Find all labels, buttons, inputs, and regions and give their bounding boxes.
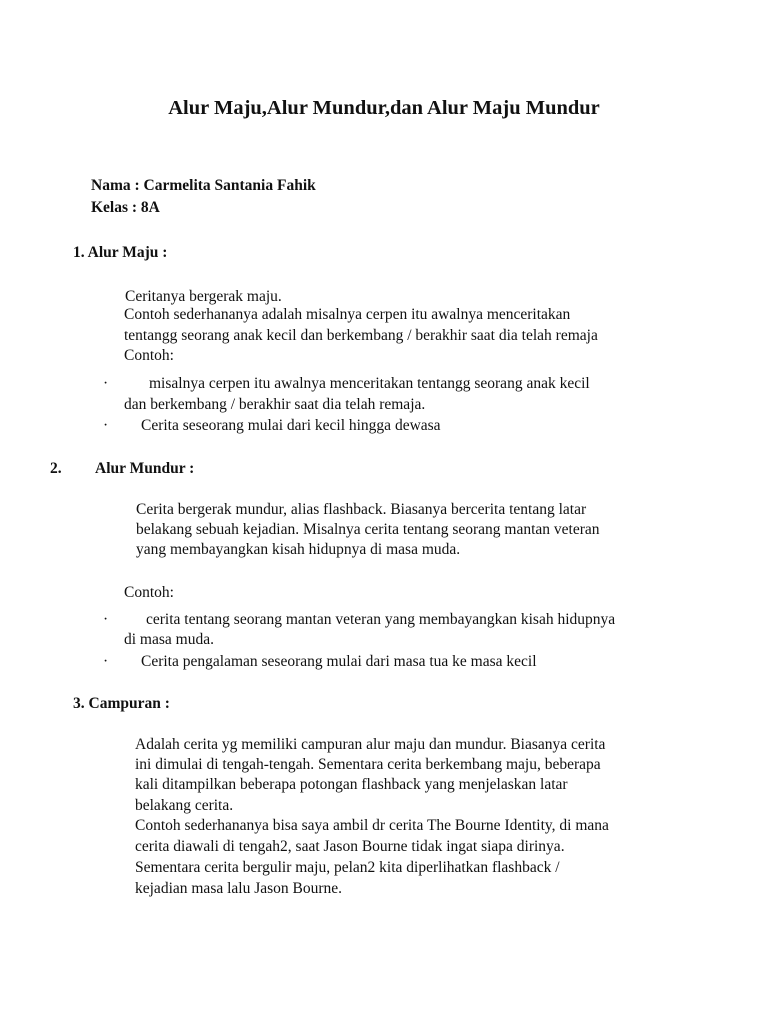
paragraph-line: yang membayangkan kisah hidupnya di masa muda. bbox=[136, 541, 461, 558]
paragraph-line: kali ditampilkan beberapa potongan flashback yang menjelaskan latar bbox=[135, 776, 568, 793]
paragraph-line: ini dimulai di tengah-tengah. Sementara cerita berkembang maju, beberapa bbox=[135, 756, 601, 773]
paragraph-line: Contoh: bbox=[124, 347, 174, 364]
bullet-text: Cerita pengalaman seseorang mulai dari masa tua ke masa kecil bbox=[141, 653, 537, 670]
paragraph-line: belakang cerita. bbox=[135, 797, 234, 814]
paragraph-line: Sementara cerita bergulir maju, pelan2 kita diperlihatkan flashback / bbox=[135, 859, 560, 876]
section-1-heading bbox=[73, 243, 167, 263]
section-3-heading bbox=[73, 694, 170, 714]
paragraph-line: Contoh sederhananya adalah misalnya cerpen itu awalnya menceritakan bbox=[124, 306, 571, 323]
paragraph-line: cerita diawali di tengah2, saat Jason Bourne tidak ingat siapa dirinya. bbox=[135, 838, 565, 855]
section-title: Alur Maju : bbox=[87, 244, 168, 261]
bullet-icon: · bbox=[103, 417, 109, 434]
paragraph-line: tentangg seorang anak kecil dan berkembang / berakhir saat dia telah remaja bbox=[124, 327, 598, 344]
bullet-icon: · bbox=[103, 375, 109, 392]
bullet-text: misalnya cerpen itu awalnya menceritakan tentangg seorang anak kecil bbox=[149, 375, 590, 392]
bullet-icon: · bbox=[103, 653, 109, 670]
paragraph-line: belakang sebuah kejadian. Misalnya cerita tentang seorang mantan veteran bbox=[136, 521, 600, 538]
document-title: Alur Maju,Alur Mundur,dan Alur Maju Mundur bbox=[168, 97, 600, 119]
paragraph-line: kejadian masa lalu Jason Bourne. bbox=[135, 880, 343, 897]
section-number: 3. bbox=[73, 695, 85, 712]
paragraph-line: Contoh sederhananya bisa saya ambil dr cerita The Bourne Identity, di mana bbox=[135, 817, 609, 834]
bullet-text: cerita tentang seorang mantan veteran yang membayangkan kisah hidupnya bbox=[146, 611, 616, 628]
paragraph-line: Contoh: bbox=[124, 584, 174, 601]
class-line: Kelas : 8A bbox=[91, 199, 160, 216]
section-2-heading: Alur Mundur : bbox=[95, 460, 195, 477]
name-line: Nama : Carmelita Santania Fahik bbox=[91, 177, 316, 194]
paragraph-line: Ceritanya bergerak maju. bbox=[125, 288, 282, 305]
bullet-text: Cerita seseorang mulai dari kecil hingga dewasa bbox=[141, 417, 441, 434]
section-number: 1. bbox=[73, 244, 85, 261]
section-number: 2. bbox=[50, 460, 62, 477]
bullet-icon: · bbox=[103, 611, 109, 628]
paragraph-line: Adalah cerita yg memiliki campuran alur maju dan mundur. Biasanya cerita bbox=[135, 736, 606, 753]
section-title: Campuran : bbox=[88, 695, 170, 712]
paragraph-line: Cerita bergerak mundur, alias flashback. Biasanya bercerita tentang latar bbox=[136, 501, 587, 518]
bullet-text: di masa muda. bbox=[124, 631, 214, 648]
bullet-text: dan berkembang / berakhir saat dia telah remaja. bbox=[124, 396, 426, 413]
